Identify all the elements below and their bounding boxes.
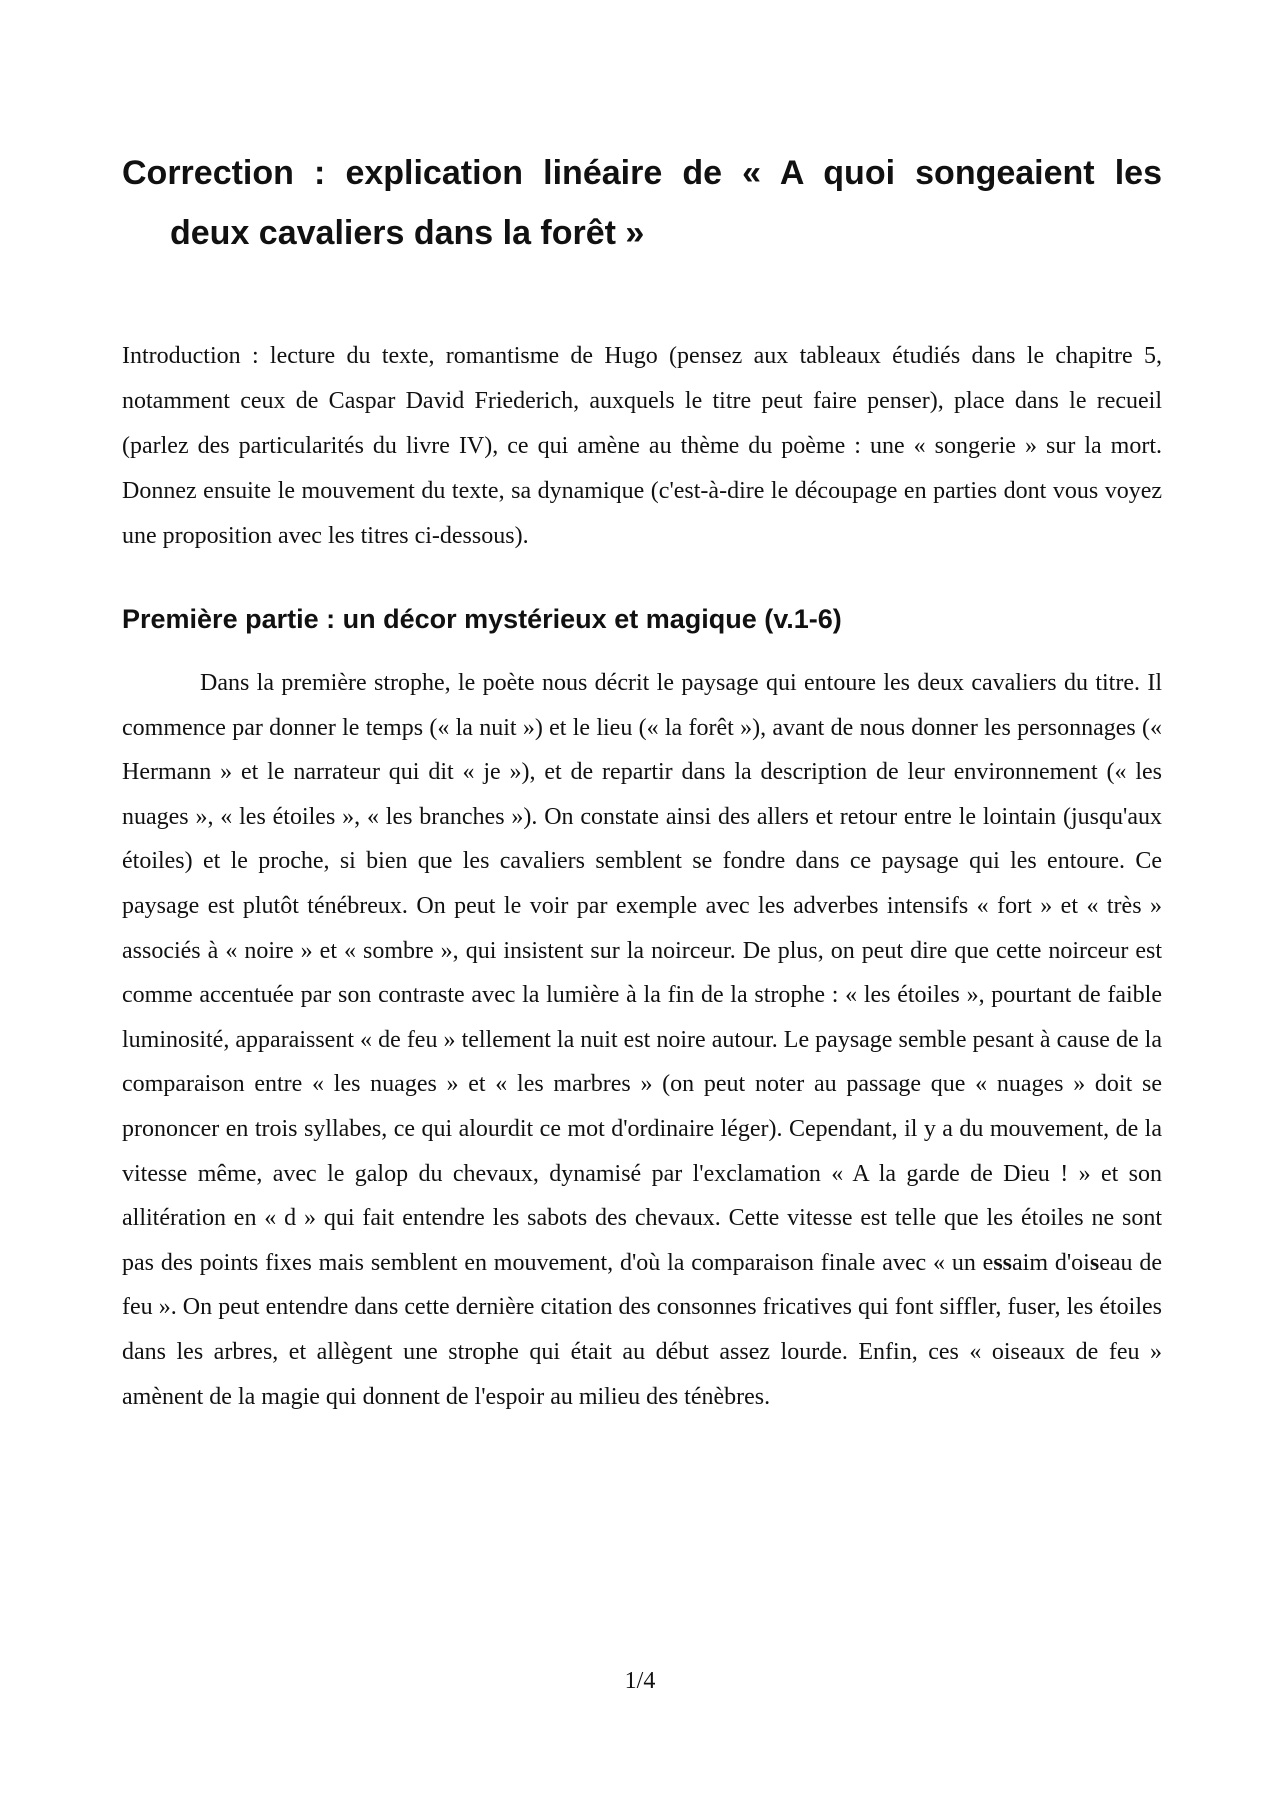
document-title — [122, 143, 1162, 263]
section-1-bold-letters-2: s — [1089, 1249, 1100, 1276]
document-title-line-2: deux cavaliers dans la forêt » — [170, 214, 645, 252]
section-1-bold-letters-1: ss — [993, 1249, 1013, 1276]
section-1-text-b: aim d'oi — [1012, 1249, 1090, 1276]
section-1-text-a: Dans la première strophe, le poète nous décrit le paysage qui entoure les deux cavaliers du titre. Il commence par donner le temps (« la nuit ») et le lieu (« la forêt »), avant de nous donner les personnages (« Hermann » et le narrateur qui dit « je »), et de repartir dans la description de leur environnement (« les nuages », « les étoiles », « les branches »). On constate ainsi des allers et retour entre le lointain (jusqu'aux étoiles) et le proche, si bien que les cavaliers semblent se fondre dans ce paysage qui les entoure. Ce paysage est plutôt ténébreux. On peut le voir par exemple avec les adverbes intensifs « fort » et « très » associés à « noire » et « sombre », qui insistent sur la noirceur. De plus, on peut dire que cette noirceur est comme accentuée par son contraste avec la lumière à la fin de la strophe : « les étoiles », pourtant de faible luminosité, apparaissent « de feu » tellement la nuit est noire autour. Le paysage semble pesant à cause de la comparaison entre « les nuages » et « les marbres » (on peut noter au passage que « nuages » doit se prononcer en trois syllabes, ce qui alourdit ce mot d'ordinaire léger). Cependant, il y a du mouvement, de la vitesse même, avec le galop du chevaux, dynamisé par l'exclamation « A la garde de Dieu ! » et son allitération en « d » qui fait entendre les sabots des chevaux. Cette vitesse est telle que les étoiles ne sont pas des points fixes mais semblent en mouvement, d'où la comparaison finale avec « un e — [122, 670, 1162, 1276]
document-title-line-1: Correction : explication linéaire de « A quoi songeaient les — [122, 154, 1162, 192]
section-1-paragraph — [122, 661, 1162, 1419]
section-1-text-c: eau de feu ». On peut entendre dans cette dernière citation des consonnes fricatives qui font siffler, fuser, les étoiles dans les arbres, et allègent une strophe qui était au début assez lourde. Enfin, ces « oiseaux de feu » amènent de la magie qui donnent de l'espoir au milieu des ténèbres. — [122, 1249, 1162, 1410]
section-heading-part-1: Première partie : un décor mystérieux et magique (v.1-6) — [122, 604, 842, 634]
page-number: 1/4 — [624, 1668, 656, 1694]
introduction-paragraph: Introduction : lecture du texte, romantisme de Hugo (pensez aux tableaux étudiés dans le chapitre 5, notamment ceux de Caspar David Friederich, auxquels le titre peut faire penser), place dans le recueil (parlez des particularités du livre IV), ce qui amène au thème du poème : une « songerie » sur la mort. Donnez ensuite le mouvement du texte, sa dynamique (c'est-à-dire le découpage en parties dont vous voyez une proposition avec les titres ci-dessous). — [122, 343, 1162, 549]
